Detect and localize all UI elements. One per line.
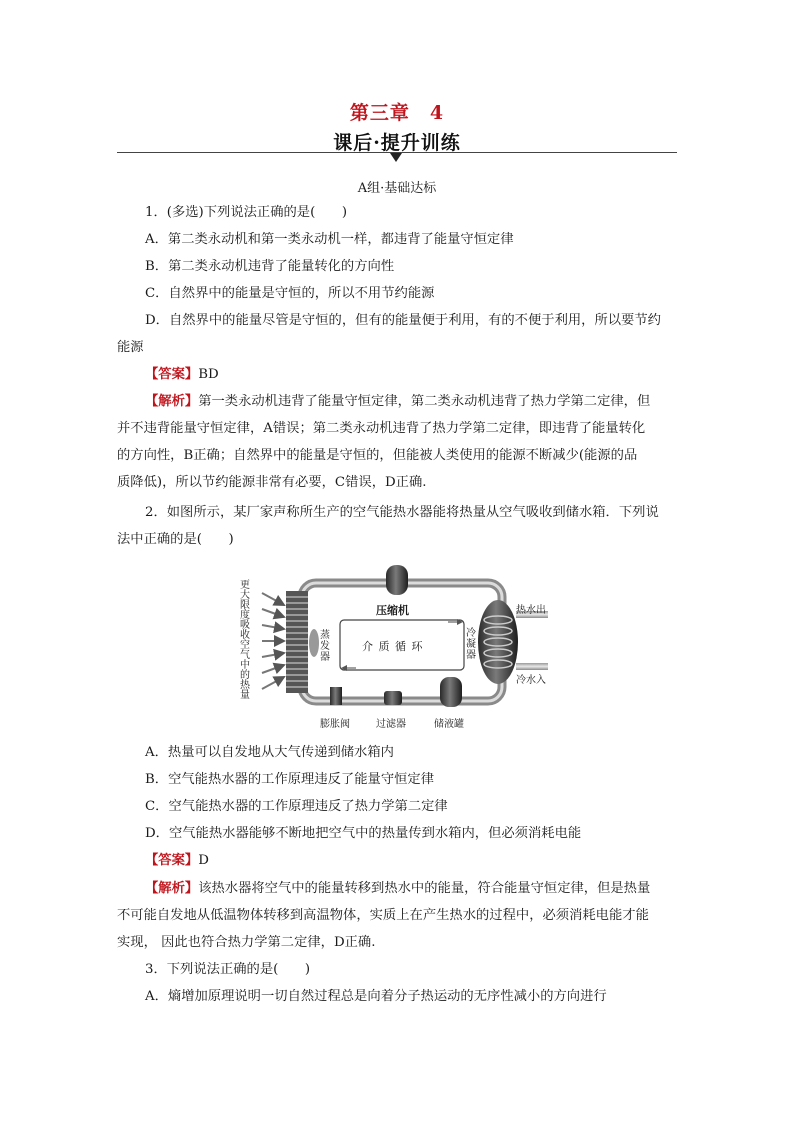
q1-option-b: B．第二类永动机违背了能量转化的方向性 <box>145 259 395 274</box>
q2-option-c: C．空气能热水器的工作原理违反了热力学第二定律 <box>145 799 448 814</box>
answer-tag: 【答案】 <box>145 853 199 868</box>
analysis-text: 该热水器将空气中的能量转移到热水中的能量，符合能量守恒定律，但是热量 <box>198 881 651 896</box>
q1-option-d: D．自然界中的能量尽管是守恒的，但有的能量便于利用，有的不便于利用，所以要节约 <box>145 313 661 328</box>
answer-value: BD <box>198 367 219 382</box>
hot-water-out-label: 热水出 <box>516 605 546 616</box>
filter-label: 过滤器 <box>376 719 406 730</box>
cycle-label: 介 质 循 环 <box>362 640 424 653</box>
q1-option-a: A．第二类永动机和第一类永动机一样，都违背了能量守恒定律 <box>145 232 514 247</box>
q2-option-d: D．空气能热水器能够不断地把空气中的热量传到水箱内，但必须消耗电能 <box>145 826 582 841</box>
q1-answer <box>145 365 219 385</box>
q2-stem-cont: 法中正确的是( ) <box>117 532 234 547</box>
q1-option-d-cont: 能源 <box>117 340 144 355</box>
q2-analysis-line <box>145 879 685 899</box>
section-title: A组·基础达标 <box>357 181 437 196</box>
q3-stem: 3．下列说法正确的是( ) <box>145 962 311 977</box>
q2-analysis-line: 不可能自发地从低温物体转移到高温物体，实质上在产生热水的过程中，必须消耗电能才能 <box>117 908 649 923</box>
q2-stem: 2．如图所示，某厂家声称所生产的空气能热水器能将热量从空气吸收到储水箱．下列说 <box>145 505 659 520</box>
analysis-text: 第一类永动机违背了能量守恒定律，第二类永动机违背了热力学第二定律，但 <box>198 394 651 409</box>
q1-option-c: C．自然界中的能量是守恒的，所以不用节约能源 <box>145 286 435 301</box>
figure-left-label: 更大限度吸收空气中的热量 <box>240 580 250 701</box>
q2-analysis-line: 实现， 因此也符合热力学第二定律，D正确. <box>117 935 376 950</box>
heat-pump-diagram <box>240 565 550 739</box>
q1-analysis-line: 并不违背能量守恒定律，A错误；第二类永动机违背了热力学第二定律，即违背了能量转化 <box>117 421 646 436</box>
q3-option-a: A．熵增加原理说明一切自然过程总是向着分子热运动的无序性减小的方向进行 <box>145 989 607 1004</box>
chapter-title: 第三章 4 <box>349 102 445 124</box>
fan-icon <box>309 629 319 657</box>
condenser-label: 冷凝器 <box>466 628 476 661</box>
q1-analysis-line <box>145 392 685 412</box>
q2-option-b: B．空气能热水器的工作原理违反了能量守恒定律 <box>145 772 435 787</box>
answer-tag: 【答案】 <box>145 367 199 382</box>
receiver-tank-icon <box>440 677 462 707</box>
cold-water-pipe <box>516 663 548 670</box>
heat-arrows <box>262 593 284 689</box>
divider-triangle-icon <box>390 153 402 162</box>
compressor-label: 压缩机 <box>376 604 409 617</box>
expansion-valve-icon <box>330 687 342 705</box>
evaporator-icon <box>286 591 308 693</box>
q1-stem: 1．(多选)下列说法正确的是( ) <box>145 205 348 220</box>
page-subtitle: 课后·提升训练 <box>333 132 461 154</box>
analysis-tag: 【解析】 <box>145 394 199 409</box>
q2-answer <box>145 851 209 871</box>
filter-icon <box>384 691 402 705</box>
analysis-tag: 【解析】 <box>145 881 199 896</box>
compressor-icon <box>386 565 408 595</box>
q1-analysis-line: 质降低)，所以节约能源非常有必要，C错误，D正确. <box>117 475 427 490</box>
cold-water-in-label: 冷水入 <box>516 675 546 686</box>
expansion-valve-label: 膨胀阀 <box>320 719 350 730</box>
evaporator-label: 蒸发器 <box>320 630 330 663</box>
q2-option-a: A．热量可以自发地从大气传递到储水箱内 <box>145 745 394 760</box>
q1-analysis-line: 的方向性，B正确；自然界中的能量是守恒的，但能被人类使用的能源不断减少(能源的品 <box>117 448 638 463</box>
answer-value: D <box>198 853 209 868</box>
receiver-label: 储液罐 <box>434 719 464 730</box>
